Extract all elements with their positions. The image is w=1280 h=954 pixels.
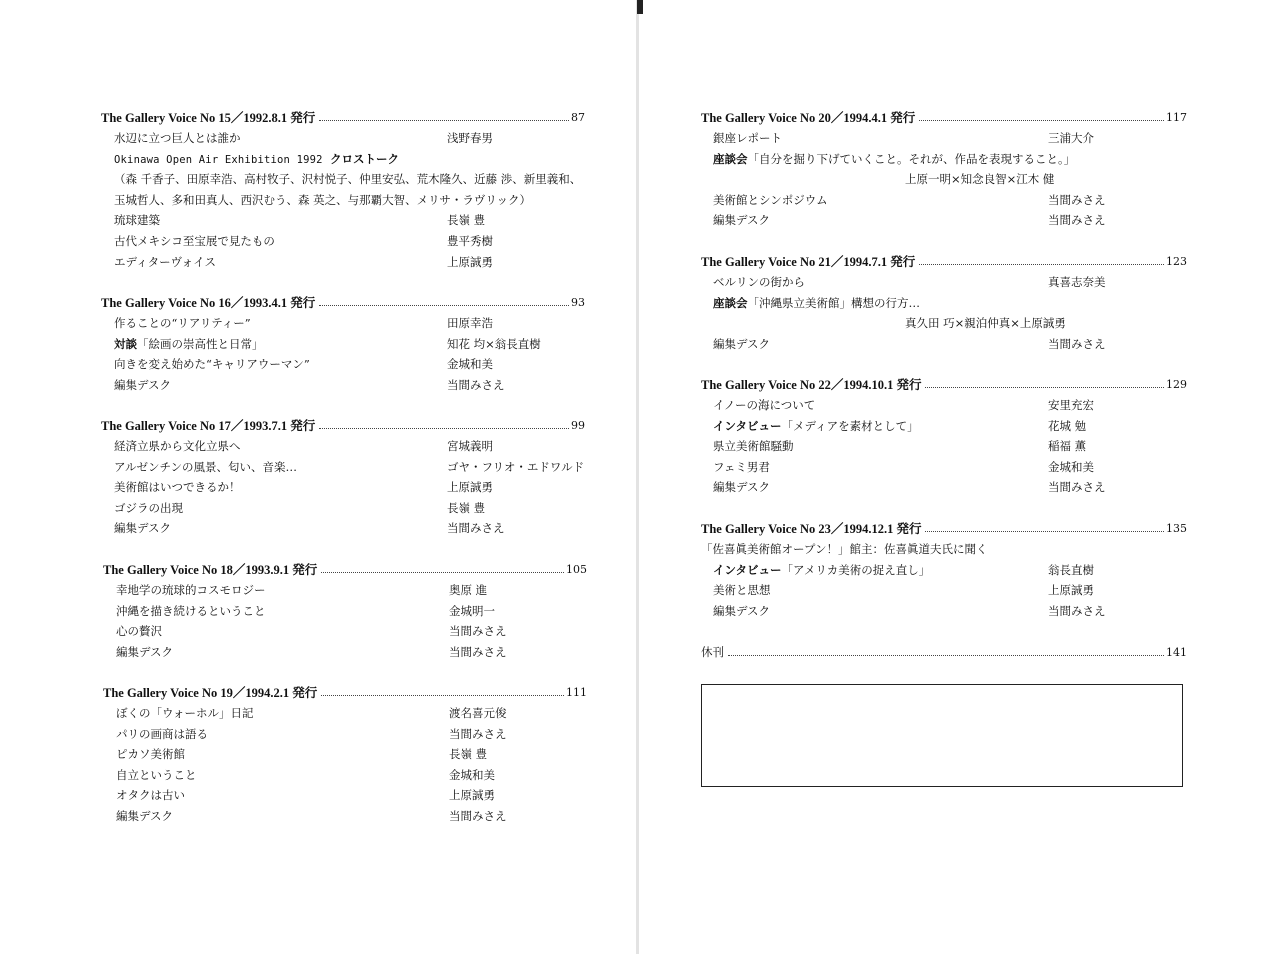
toc-item: [701, 560, 1187, 581]
item-author: 奥原 進: [449, 583, 488, 597]
item-title: [713, 293, 920, 314]
toc-item: [701, 436, 1187, 457]
page-number: 105: [566, 563, 587, 576]
toc-item: [101, 210, 585, 231]
section-title: The Gallery Voice No 18／1993.9.1 発行: [103, 563, 318, 577]
leader-dots: [728, 655, 1164, 656]
page-number: 93: [571, 296, 585, 309]
item-title: [713, 416, 919, 437]
leader-dots: [321, 695, 564, 696]
toc-item: [701, 128, 1187, 149]
toc-item: [101, 252, 585, 273]
item-author: 宮城義明: [447, 439, 493, 453]
item-title: 幸地学の琉球的コスモロジー: [116, 583, 266, 597]
left-page: [0, 0, 636, 954]
toc-item: [103, 601, 587, 622]
toc-item: [103, 580, 587, 601]
toc-item: [103, 724, 587, 745]
section-title: The Gallery Voice No 17／1993.7.1 発行: [101, 419, 316, 433]
toc-item: [101, 477, 585, 498]
item-author: 長嶺 豊: [447, 500, 486, 515]
leader-dots: [925, 531, 1164, 532]
toc-item: [101, 313, 585, 334]
item-author: 当間みさえ: [1048, 192, 1106, 207]
item-author: 豊平秀樹: [447, 233, 493, 248]
toc-item: [101, 128, 585, 149]
item-title: 編集デスク: [713, 603, 771, 618]
leader-dots: [321, 572, 564, 573]
section-header: [701, 108, 1187, 128]
item-author: ゴヤ・フリオ・エドワルド: [447, 459, 585, 474]
toc-item: [101, 498, 585, 519]
toc-item: [101, 375, 585, 396]
section-header: [103, 560, 587, 580]
leader-dots: [919, 120, 1164, 121]
item-title: オタクは古い: [116, 788, 185, 803]
item-author: 当間みさえ: [449, 644, 507, 659]
item-author: 金城和美: [447, 357, 493, 372]
item-author: 花城 勉: [1048, 418, 1087, 433]
item-title: 編集デスク: [114, 521, 172, 536]
item-title: 玉城哲人、多和田真人、西沢むう、森 英之、与那覇大智、メリサ・ラヴリック）: [114, 192, 531, 207]
item-title: 琉球建築: [114, 213, 160, 228]
page-number: 87: [571, 111, 585, 124]
item-title: 美術と思想: [713, 583, 771, 598]
item-title: 自立ということ: [116, 767, 197, 782]
item-title: ゴジラの出現: [114, 500, 183, 515]
leader-dots: [919, 264, 1164, 265]
toc-item: [101, 354, 585, 375]
item-title: 「佐喜眞美術館オープン！」館主：佐喜眞道夫氏に聞く: [701, 542, 988, 556]
section-header: [701, 375, 1187, 395]
item-author: 当間みさえ: [449, 808, 507, 823]
leader-dots: [319, 428, 569, 429]
item-author: 安里充宏: [1048, 398, 1094, 412]
item-title: 向きを変え始めた“キャリアウーマン”: [114, 357, 310, 372]
item-title: 心の贅沢: [116, 624, 162, 639]
item-author: 当間みさえ: [449, 624, 507, 639]
item-author: 知花 均×翁長直樹: [447, 336, 541, 351]
toc-item: [701, 539, 1187, 560]
toc-section-15: [101, 108, 585, 272]
item-author: 長嶺 豊: [447, 213, 486, 228]
item-author: 当間みさえ: [1048, 213, 1106, 228]
item-title: [114, 149, 399, 171]
toc-item: [701, 580, 1187, 601]
item-author: 当間みさえ: [1048, 336, 1106, 351]
section-title: The Gallery Voice No 22／1994.10.1 発行: [701, 378, 922, 392]
item-title: 沖縄を描き続けるということ: [116, 603, 266, 618]
toc-item: [701, 416, 1187, 437]
item-title-bold: 座談会: [713, 295, 748, 310]
item-title: ピカソ美術館: [116, 747, 185, 762]
leader-dots: [925, 387, 1164, 388]
item-title-bold: 座談会: [713, 151, 748, 166]
toc-item: [101, 231, 585, 252]
item-title: 編集デスク: [116, 808, 174, 823]
leader-dots: [319, 120, 569, 121]
item-title: ベルリンの街から: [713, 275, 805, 289]
item-title-text: 「アメリカ美術の捉え直し」: [781, 562, 931, 577]
toc-section-20: [701, 108, 1187, 231]
toc-item: [701, 293, 1187, 314]
item-title-text: 「沖縄県立美術館」構想の行方…: [747, 295, 920, 310]
item-title: 美術館とシンポジウム: [713, 192, 828, 207]
toc-item: [101, 169, 585, 190]
toc-item: [701, 210, 1187, 231]
item-author: 上原誠勇: [449, 788, 495, 803]
toc-item: [101, 149, 585, 170]
item-title: [713, 149, 1075, 170]
item-author: 当間みさえ: [449, 726, 507, 741]
toc-item: [701, 457, 1187, 478]
item-title: アルゼンチンの風景、匂い、音楽…: [114, 459, 297, 474]
section-header: [101, 293, 585, 313]
section-title: The Gallery Voice No 21／1994.7.1 発行: [701, 255, 916, 269]
toc-section-22: [701, 375, 1187, 498]
section-title: The Gallery Voice No 15／1992.8.1 発行: [101, 111, 316, 125]
item-author: 渡名喜元俊: [449, 706, 507, 720]
page-number: 129: [1166, 378, 1187, 391]
item-title-bold: クロストーク: [330, 151, 400, 166]
item-title: 編集デスク: [713, 336, 771, 351]
empty-frame-box: [701, 684, 1183, 787]
toc-item: [701, 272, 1187, 293]
toc-section-17: [101, 416, 585, 539]
item-author: 当間みさえ: [447, 521, 505, 536]
item-author: 三浦大介: [1048, 131, 1094, 145]
page-number: 111: [566, 686, 587, 699]
section-header: [701, 252, 1187, 272]
toc-section-19: [103, 683, 587, 827]
item-title: 編集デスク: [114, 377, 172, 392]
toc-section-23: [701, 519, 1187, 621]
toc-closing: [701, 643, 1187, 663]
item-title: パリの画商は語る: [116, 726, 208, 741]
toc-section-21: [701, 252, 1187, 354]
item-title: 古代メキシコ至宝展で見たもの: [114, 233, 275, 248]
toc-item: [103, 744, 587, 765]
section-header: [101, 416, 585, 436]
item-title: エディターヴォイス: [114, 254, 217, 269]
right-page: [640, 0, 1280, 954]
toc-item: [701, 169, 1187, 190]
book-spine: [636, 0, 639, 954]
closing-header: [701, 643, 1187, 663]
item-title-latin: Okinawa Open Air Exhibition 1992: [114, 153, 323, 166]
section-title: The Gallery Voice No 20／1994.4.1 発行: [701, 111, 916, 125]
item-title: 編集デスク: [713, 213, 771, 228]
item-participants: 真久田 巧×親泊仲真×上原誠勇: [905, 316, 1066, 331]
toc-item: [103, 806, 587, 827]
item-title: 編集デスク: [116, 644, 174, 659]
item-participants: 上原一明×知念良智×江木 健: [905, 172, 1055, 187]
section-header: [103, 683, 587, 703]
toc-item: [101, 190, 585, 211]
page-number: 135: [1166, 522, 1187, 535]
toc-section-18: [103, 560, 587, 662]
section-title: The Gallery Voice No 19／1994.2.1 発行: [103, 686, 318, 700]
item-title-text: 「自分を掘り下げていくこと。それが、作品を表現すること。」: [747, 151, 1076, 166]
item-title-bold: インタビュー: [713, 562, 782, 577]
item-title: 銀座レポート: [713, 131, 782, 145]
item-title: ぼくの「ウォーホル」日記: [116, 706, 254, 720]
toc-item: [701, 601, 1187, 622]
item-author: 当間みさえ: [1048, 603, 1106, 618]
item-author: 上原誠勇: [447, 254, 493, 269]
item-title-text: 「メディアを素材として」: [781, 418, 919, 433]
item-title: 県立美術館騒動: [713, 439, 794, 454]
item-title: 作ることの“リアリティー”: [114, 316, 251, 330]
item-author: 金城和美: [449, 767, 495, 782]
item-author: 当間みさえ: [447, 377, 505, 392]
toc-item: [701, 477, 1187, 498]
item-title: 水辺に立つ巨人とは誰か: [114, 131, 241, 145]
toc-item: [101, 436, 585, 457]
item-title-text: 「絵画の崇高性と日常」: [137, 336, 264, 351]
toc-item: [701, 190, 1187, 211]
toc-item: [103, 785, 587, 806]
toc-item: [701, 395, 1187, 416]
item-author: 上原誠勇: [447, 480, 493, 495]
toc-item: [103, 621, 587, 642]
toc-item: [701, 313, 1187, 334]
toc-item: [103, 642, 587, 663]
page-number: 123: [1166, 255, 1187, 268]
section-title: The Gallery Voice No 16／1993.4.1 発行: [101, 296, 316, 310]
closing-title: 休刊: [701, 647, 724, 659]
page-number: 141: [1166, 646, 1187, 659]
toc-item: [101, 334, 585, 355]
item-title-bold: インタビュー: [713, 418, 782, 433]
item-author: 金城明一: [449, 603, 495, 618]
toc-item: [101, 457, 585, 478]
toc-item: [701, 149, 1187, 170]
section-header: [101, 108, 585, 128]
item-author: 稲福 薫: [1048, 439, 1087, 454]
item-title: フェミ男君: [713, 459, 770, 474]
item-title: イノーの海について: [713, 398, 816, 412]
section-header: [701, 519, 1187, 539]
toc-section-16: [101, 293, 585, 395]
page-number: 117: [1166, 111, 1187, 124]
leader-dots: [319, 305, 569, 306]
item-title: （森 千香子、田原幸浩、高村牧子、沢村悦子、仲里安弘、荒木隆久、近藤 渉、新里義和、: [114, 172, 582, 187]
item-title: 編集デスク: [713, 480, 771, 495]
item-title: 美術館はいつできるか！: [114, 480, 241, 495]
item-author: 真喜志奈美: [1048, 275, 1106, 289]
toc-item: [103, 765, 587, 786]
page-number: 99: [571, 419, 585, 432]
section-title: The Gallery Voice No 23／1994.12.1 発行: [701, 522, 922, 536]
item-author: 金城和美: [1048, 459, 1094, 474]
item-author: 当間みさえ: [1048, 480, 1106, 495]
toc-item: [701, 334, 1187, 355]
item-title-bold: 対談: [114, 336, 137, 351]
item-author: 浅野春男: [447, 131, 493, 145]
item-author: 田原幸浩: [447, 316, 493, 330]
item-author: 翁長直樹: [1048, 562, 1094, 577]
item-title: [114, 334, 264, 355]
item-title: [713, 560, 930, 581]
item-author: 上原誠勇: [1048, 583, 1094, 598]
item-title: 経済立県から文化立県へ: [114, 439, 241, 453]
toc-item: [101, 518, 585, 539]
toc-item: [103, 703, 587, 724]
item-author: 長嶺 豊: [449, 747, 488, 762]
